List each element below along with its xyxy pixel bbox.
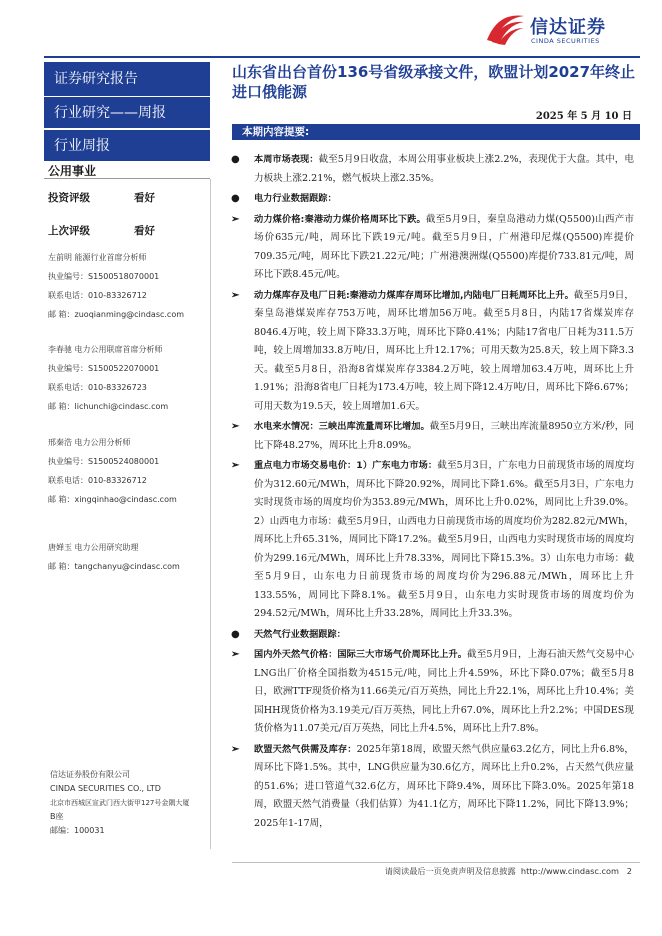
company-postcode: 邮编：100031 <box>50 826 105 835</box>
page-title: 山东省出台首份136号省级承接文件，欧盟计划2027年终止进口俄能源 <box>232 63 636 101</box>
item-text: 截至5月9日收盘，本周公用事业板块上涨2.2%，表现优于大盘。其中，电力板块上涨2.21%，燃气板块上涨2.35%。 <box>254 154 634 184</box>
bullet-icon: ● <box>231 154 240 165</box>
report-type-box <box>44 62 210 96</box>
bullet-icon: ● <box>231 193 240 204</box>
analyst-email[interactable]: 邮 箱：xingqinhao@cindasc.com <box>48 495 177 504</box>
analyst-1 <box>48 248 214 324</box>
item-text: 截至5月9日，秦皇岛港动力煤(Q5500)山西产市场价635元/吨，周环比下跌19元/吨。截至5月9日，广州港印尼煤(Q5500)库提价709.35元/吨，周环比下跌21.22元/吨；广州港澳洲煤(Q5500)库提价733.81元/吨，周环比下跌8.45元/吨。 <box>254 213 634 280</box>
list-item <box>231 457 634 624</box>
report-date: 2025 年 5 月 10 日 <box>535 111 632 122</box>
company-name-en: CINDA SECURITIES CO., LTD <box>50 784 161 793</box>
analyst-license: 执业编号：S1500518070001 <box>48 272 160 281</box>
item-lead: 水电来水情况：三峡出库流量周环比增加。 <box>254 421 430 432</box>
item-text: 截至5月9日，上海石油天然气交易中心LNG出厂价格全国指数为4515元/吨，同比上升4.59%，环比下降0.07%；截至5月8日，欧洲TTF现货价格为11.66美元/百万英热，同比上升22.1%，周环比上升10.4%；美国HH现货价格为3.19美元/百万英热，同比上升67.0%，周环比上升2.2%；中国DES现货价格为11.07美元/百万英热，同比上升4.5%，周环比上升7.8%。 <box>254 649 635 734</box>
item-lead: 天然气行业数据跟踪： <box>254 628 346 640</box>
footer-divider <box>232 862 640 863</box>
list-item <box>231 190 634 209</box>
page-footer <box>340 866 632 877</box>
item-text: 截至5月9日，秦皇岛港煤炭库存753万吨，周环比增加56万吨。截至5月8日，内陆17省煤炭库存8046.4万吨，较上周下降33.3万吨，周环比下降0.41%；内陆17省电厂日耗为311.5万吨，较上周增加33.8万吨/日，周环比上升12.17%；可用天数为25.8天，较上周下降3.3天。截至5月8日，沿海8省煤炭库存3384.2万吨，较上周增加63.4万吨，周环比上升1.91%；沿海8省电厂日耗为173.4万吨，较上周下降12.4万吨/日，周环比下降6.67%；可用天数为19.5天，较上周增加1.6天。 <box>254 289 634 412</box>
list-item <box>231 418 635 455</box>
arrow-bullet-icon: ➢ <box>231 289 240 301</box>
arrow-bullet-icon: ➢ <box>231 649 240 660</box>
item-lead: 本周市场表现： <box>254 154 319 165</box>
brand-logo <box>484 10 644 46</box>
analyst-phone: 联系电话：010-83326712 <box>48 476 147 485</box>
item-lead: 国内外天然气价格：国际三大市场气价周环比上升。 <box>254 649 468 660</box>
section-header: 本期内容提要: <box>232 124 640 140</box>
company-address <box>50 768 210 838</box>
list-item <box>231 151 634 188</box>
analyst-license: 执业编号：S1500522070001 <box>48 364 160 373</box>
analyst-3 <box>48 433 214 509</box>
analyst-phone: 联系电话：010-83326723 <box>48 383 147 392</box>
arrow-bullet-icon: ➢ <box>231 743 240 755</box>
analyst-email[interactable]: 邮 箱：zuoqianming@cindasc.com <box>48 310 185 319</box>
analyst-4 <box>48 538 214 576</box>
arrow-bullet-icon: ➢ <box>231 213 240 225</box>
company-name-cn: 信达证券股份有限公司 <box>50 770 130 779</box>
item-text: 2025年第18周，欧盟天然气供应量63.2亿方，同比上升6.8%，周环比下降1.5%。其中，LNG供应量为30.6亿方，周环比上升0.2%，占天然气供应量的51.6%；进口管道气32.6亿方，周环比下降9.4%，周环比下降3.0%。2025年第18周，欧盟天然气消费量（我们估算）为41.1亿方，周环比下降11.2%，同比下降13.9%；2025年1-17周， <box>254 743 635 829</box>
analyst-name: 左前明 能源行业首席分析师 <box>48 253 147 262</box>
report-type: 证券研究报告 <box>54 71 138 87</box>
analyst-2 <box>48 340 214 416</box>
item-lead: 欧盟天然气供需及库存： <box>254 743 357 755</box>
analyst-name: 李春驰 电力公用联席首席分析师 <box>48 345 163 354</box>
rating-value: 看好 <box>134 192 155 204</box>
report-kind-box <box>44 129 210 161</box>
rating-label: 投资评级 <box>48 192 90 204</box>
industry-label: 公用事业 <box>44 162 210 179</box>
prev-rating-label: 上次评级 <box>48 225 90 237</box>
report-subtype: 行业研究——周报 <box>54 105 166 121</box>
company-building: B座 <box>50 812 64 821</box>
item-lead: 动力煤库存及电厂日耗:秦港动力煤库存周环比增加,内陆电厂日耗周环比上升。 <box>254 289 574 301</box>
list-item <box>231 211 634 285</box>
analyst-email[interactable]: 邮 箱：lichunchi@cindasc.com <box>48 402 169 411</box>
cinda-logo-icon <box>484 10 526 46</box>
company-street: 北京市西城区宣武门西大街甲127号金隅大厦 <box>50 799 190 807</box>
list-item <box>231 646 635 739</box>
report-kind: 行业周报 <box>54 138 110 154</box>
bullet-icon: ● <box>231 628 240 640</box>
report-sub-box <box>44 96 210 128</box>
list-item <box>231 741 635 834</box>
analyst-license: 执业编号：S1500524080001 <box>48 457 160 466</box>
brand-name-en: CINDA SECURITIES <box>531 37 600 45</box>
prev-rating-value: 看好 <box>134 225 155 237</box>
summary-content <box>231 151 635 835</box>
page-number: 2 <box>626 866 632 876</box>
item-text: 截至5月3日，广东电力日前现货市场的周度均价为312.60元/MWh，周环比下降20.92%，周同比下降1.6%。截至5月3日，广东电力实时现货市场的周度均价为353.89元/MWh，周环比上升0.02%，周同比上升39.0%。2）山西电力市场：截至5月9日，山西电力日前现货市场的周度均价为282.82元/MWh，周环比上升65.31%，周同比下降17.2%。截至5月9日，山西电力实时现货市场的周度均价为299.16元/MWh，周环比上升78.33%，周同比下降15.3%。3）山东电力市场：截至5月9日，山东电力日前现货市场的周度均价为296.88元/MWh，周环比上升133.55%，周同比下降8.1%。截至5月9日，山东电力实时现货市场的周度均价为294.52元/MWh，周环比上升33.28%，周同比上升33.3%。 <box>254 460 634 619</box>
website-link[interactable]: http://www.cindasc.com <box>520 866 619 876</box>
item-lead: 电力行业数据跟踪： <box>254 193 337 204</box>
analyst-name: 邢秦浩 电力公用分析师 <box>48 438 131 447</box>
analyst-email[interactable]: 邮 箱：tangchanyu@cindasc.com <box>48 562 180 571</box>
brand-name-cn: 信达证券 <box>530 17 606 38</box>
analyst-name: 唐婵玉 电力公用研究助理 <box>48 543 139 552</box>
list-item <box>231 287 634 417</box>
item-lead: 重点电力市场交易电价：1）广东电力市场： <box>254 460 438 471</box>
header-divider <box>44 56 640 58</box>
list-item <box>231 626 634 645</box>
item-text: 截至5月9日，三峡出库流量8950立方米/秒，同比下降48.27%，周环比上升8.09%。 <box>254 421 635 451</box>
analyst-phone: 联系电话：010-83326712 <box>48 291 147 300</box>
disclaimer-note: 请阅读最后一页免责声明及信息披露 <box>384 866 516 876</box>
item-lead: 动力煤价格:秦港动力煤价格周环比下跌。 <box>254 213 426 225</box>
arrow-bullet-icon: ➢ <box>231 460 240 471</box>
arrow-bullet-icon: ➢ <box>231 421 240 432</box>
